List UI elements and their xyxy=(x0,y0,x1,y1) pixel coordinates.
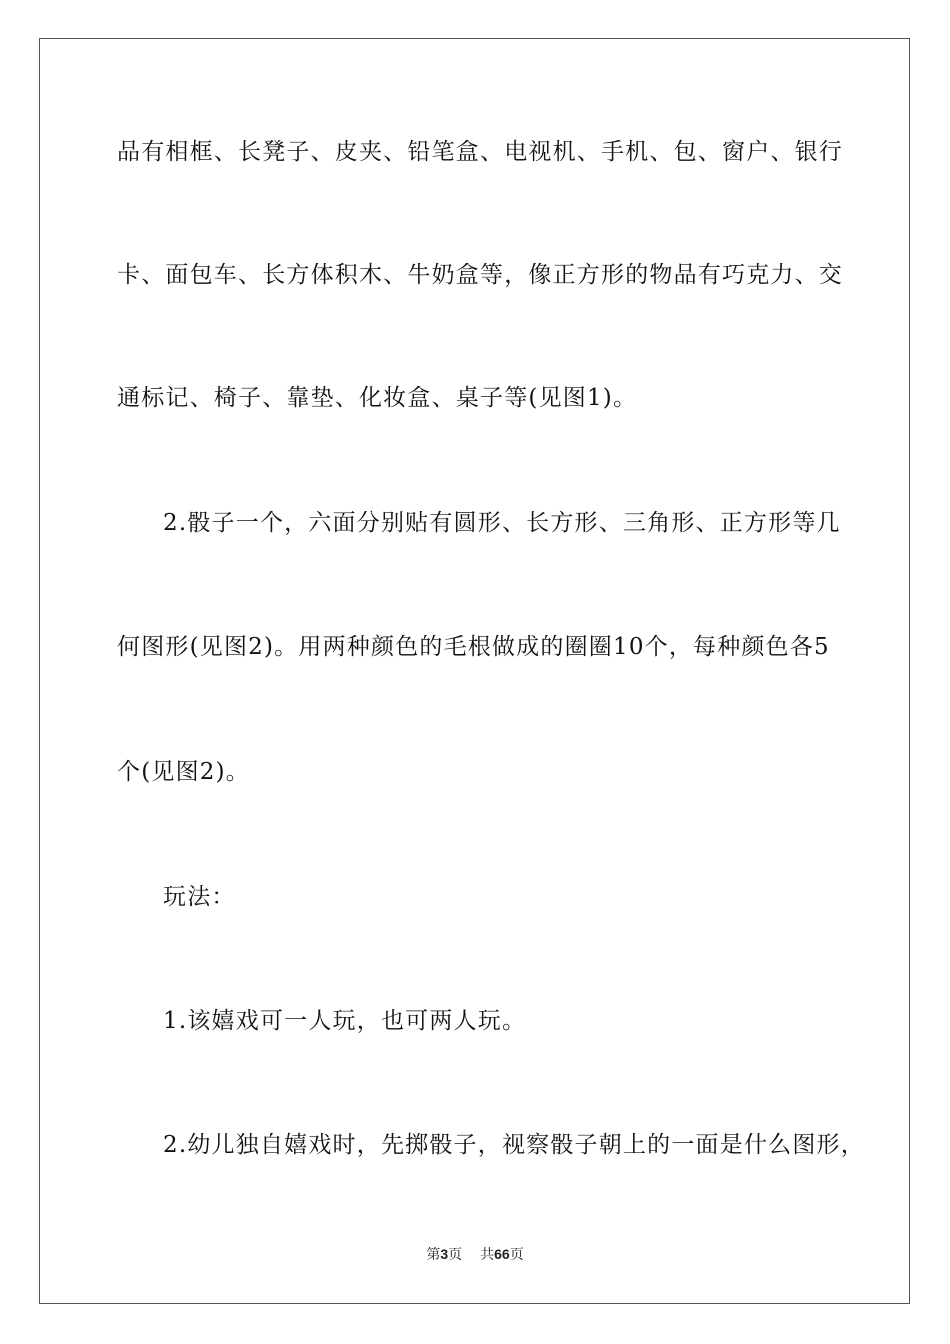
body-line-8: 1.该嬉戏可一人玩，也可两人玩。 xyxy=(163,1008,527,1034)
body-line-4: 2.骰子一个，六面分别贴有圆形、长方形、三角形、正方形等几 xyxy=(163,510,841,536)
body-line-2: 卡、面包车、长方体积木、牛奶盒等，像正方形的物品有巧克力、交 xyxy=(117,262,843,288)
body-line-7-heading: 玩法： xyxy=(163,884,236,910)
page-suffix: 页 xyxy=(448,1246,463,1262)
body-line-9: 2.幼儿独自嬉戏时，先掷骰子，视察骰子朝上的一面是什么图形， xyxy=(163,1132,865,1158)
page-total: 66 xyxy=(494,1246,510,1262)
body-line-6: 个(见图2)。 xyxy=(117,759,250,785)
page-current: 3 xyxy=(440,1246,449,1262)
body-line-5: 何图形(见图2)。用两种颜色的毛根做成的圈圈10个，每种颜色各5 xyxy=(117,634,830,660)
total-suffix: 页 xyxy=(509,1246,524,1262)
total-prefix: 共 xyxy=(480,1246,495,1262)
page-footer xyxy=(0,1244,950,1264)
body-line-3: 通标记、椅子、靠垫、化妆盒、桌子等(见图1)。 xyxy=(117,385,638,411)
page-prefix: 第 xyxy=(426,1246,441,1262)
page-frame xyxy=(39,38,910,1304)
body-line-1: 品有相框、长凳子、皮夹、铅笔盒、电视机、手机、包、窗户、银行 xyxy=(117,139,843,165)
